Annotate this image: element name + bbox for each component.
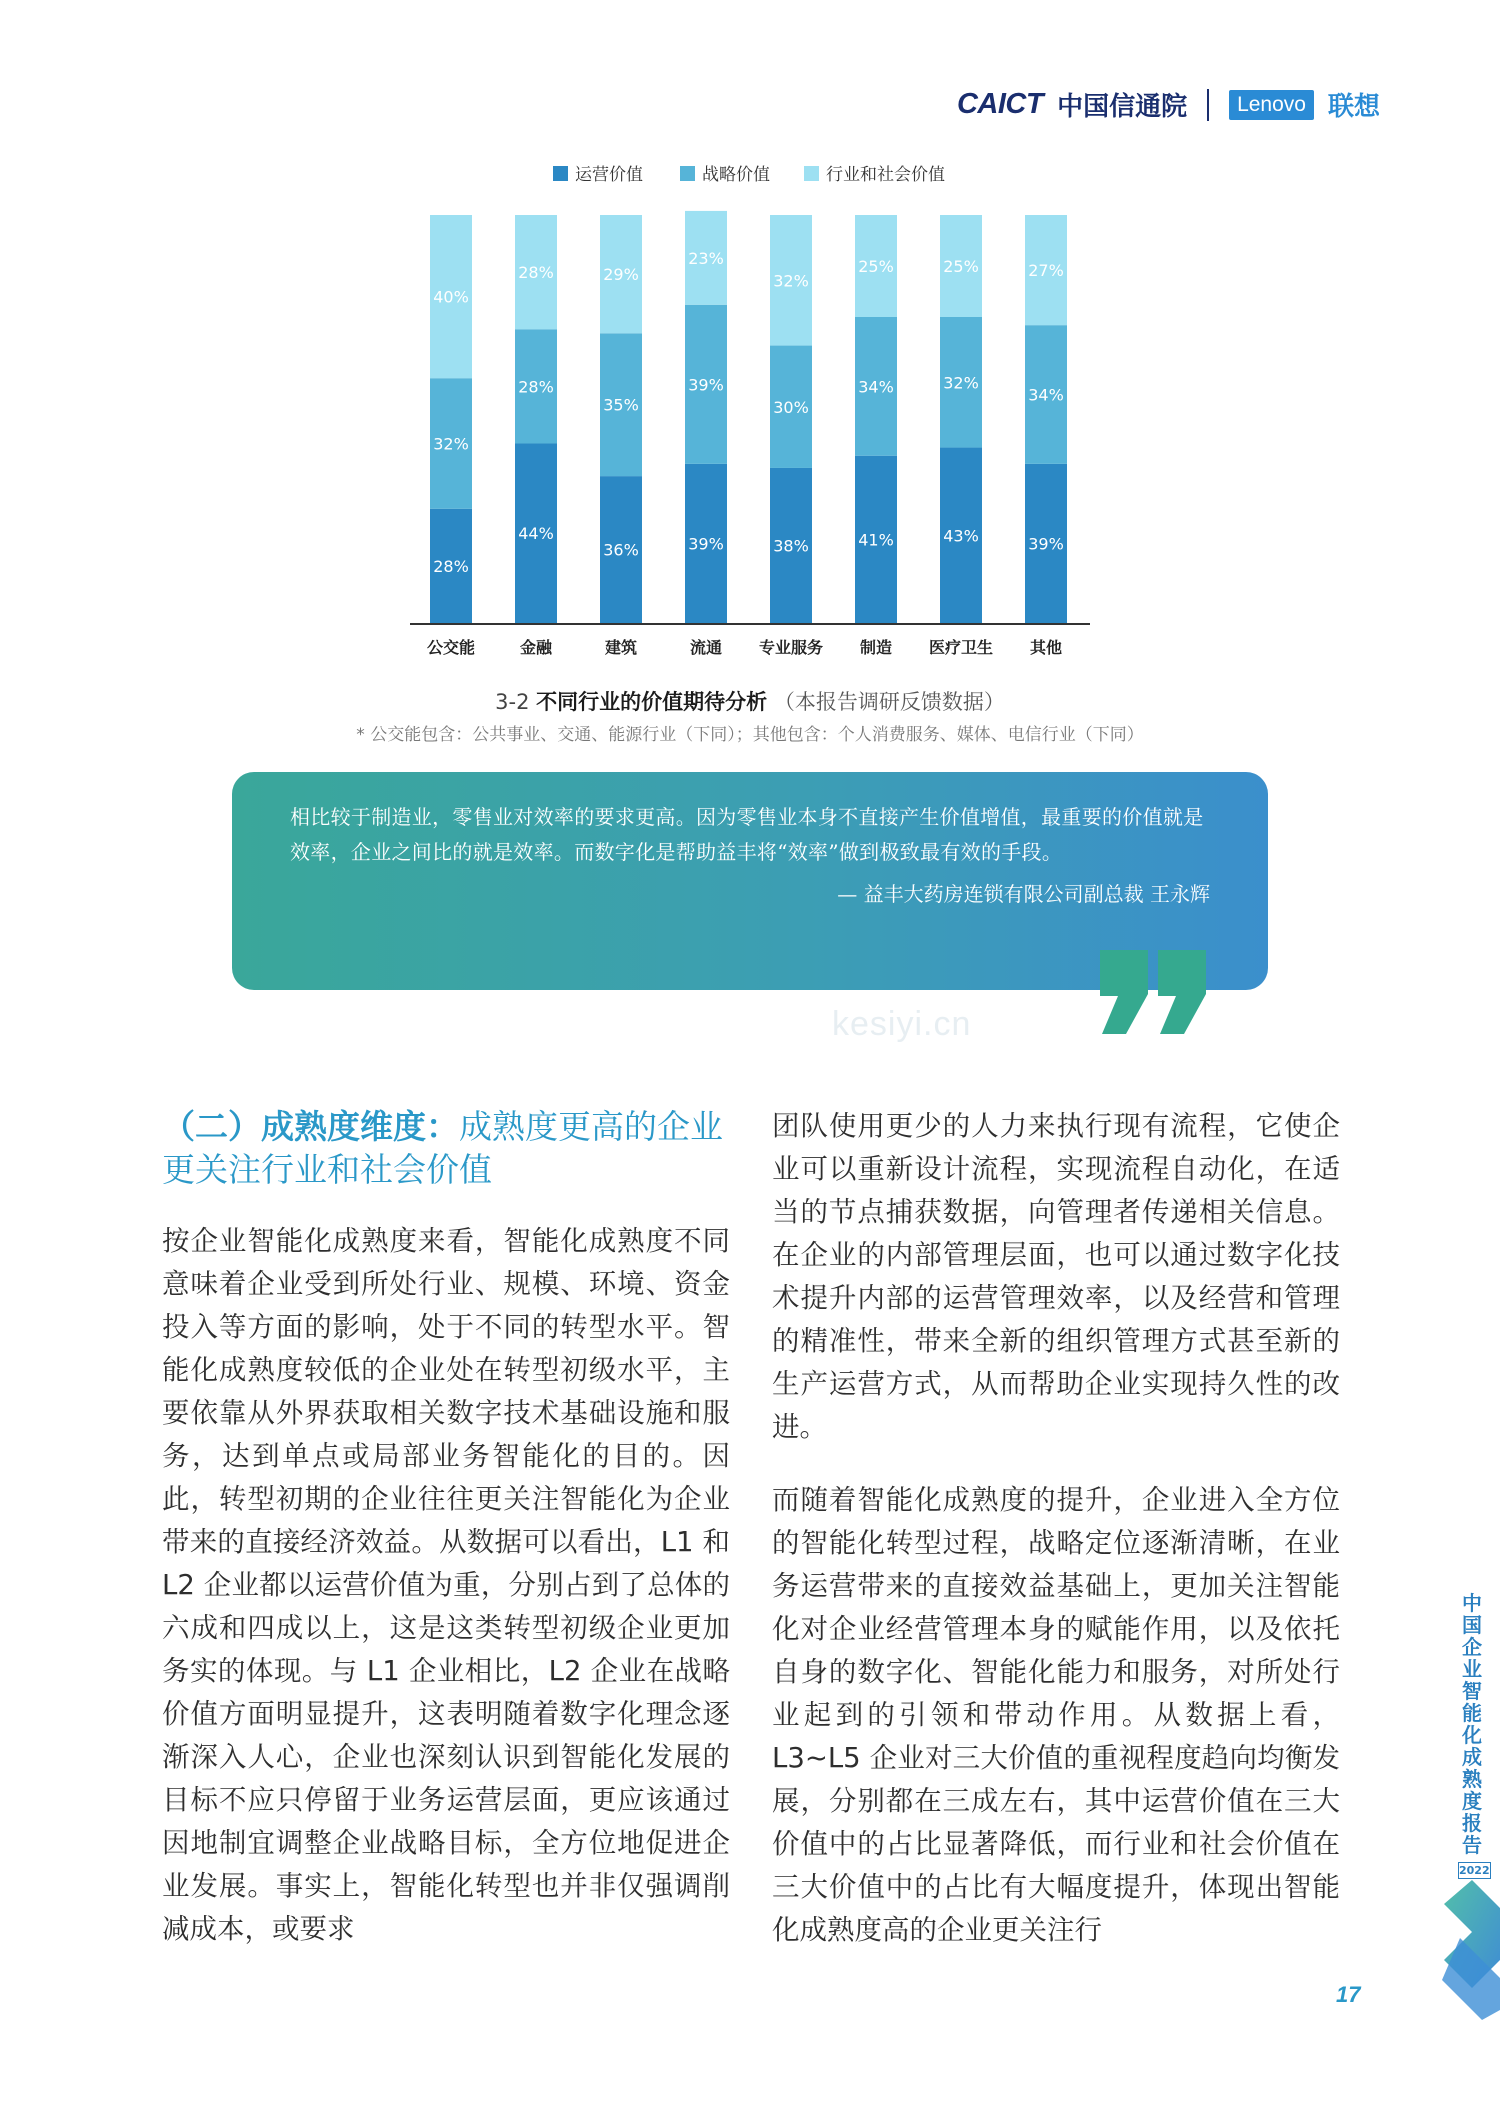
side-year: 2022: [1459, 1864, 1490, 1877]
x-tick-label: 建筑: [604, 638, 638, 657]
legend-label: 战略价值: [702, 165, 770, 185]
caict-logo: CAICT: [956, 88, 1044, 120]
data-label: 28%: [433, 556, 469, 576]
data-label: 39%: [1028, 534, 1064, 554]
watermark: kesiyi.cn: [832, 1005, 972, 1043]
body-left-column: [162, 1220, 730, 1981]
data-label: 44%: [518, 524, 554, 544]
data-label: 23%: [688, 248, 724, 268]
data-label: 43%: [943, 526, 979, 546]
body-paragraph: 团队使用更少的人力来执行现有流程，它使企业可以重新设计流程，实现流程自动化，在适当的节点捕获数据，向管理者传递相关信息。在企业的内部管理层面，也可以通过数字化技术提升内部的运营管理效率，以及经营和管理的精准性，带来全新的组织管理方式甚至新的生产运营方式，从而帮助企业实现持久性的改进。: [772, 1110, 1340, 1443]
data-label: 38%: [773, 536, 809, 556]
data-label: 40%: [433, 287, 469, 307]
x-tick-label: 医疗卫生: [928, 638, 994, 657]
figure-source: （本报告调研反馈数据）: [773, 690, 1005, 714]
figure-number: 3-2: [495, 690, 530, 714]
legend-swatch: [804, 166, 819, 181]
stacked-bar-chart: [0, 0, 1500, 680]
x-tick-label: 制造: [859, 638, 893, 657]
data-label: 28%: [518, 377, 554, 397]
data-label: 36%: [603, 540, 639, 560]
body-paragraph: 按企业智能化成熟度来看，智能化成熟度不同意味着企业受到所处行业、规模、环境、资金投入等方面的影响，处于不同的转型水平。智能化成熟度较低的企业处在转型初级水平，主要依靠从外界获取相关数字技术基础设施和服务，达到单点或局部业务智能化的目的。因此，转型初期的企业往往更关注智能化为企业带来的直接经济效益。从数据可以看出，L1 和 L2 企业都以运营价值为重，分别占到了总体的六成和四成以上，这是这类转型初级企业更加务实的体现。与 L1 企业相比，L2 企业在战略价值方面明显提升，这表明随着数字化理念逐渐深入人心，企业也深刻认识到智能化发展的目标不应只停留于业务运营层面，更应该通过因地制宜调整企业战略目标，全方位地促进企业发展。事实上，智能化转型也并非仅强调削减成本，或要求: [162, 1225, 730, 1945]
data-label: 39%: [688, 375, 724, 395]
section-heading-lead: （二）成熟度维度：: [162, 1107, 459, 1146]
quote-text: 相比较于制造业，零售业对效率的要求更高。因为零售业本身不直接产生价值增值，最重要的价值就是效率，企业之间比的就是效率。而数字化是帮助益丰将“效率”做到极致最有效的手段。: [290, 805, 1204, 864]
legend-swatch: [553, 166, 568, 181]
data-label: 29%: [603, 265, 639, 285]
decorative-diamond-icon: [1420, 1880, 1500, 2020]
section-heading-rest: 成熟度更高的企业更关注行业和社会价值: [162, 1107, 723, 1189]
side-title-text: 中国企业智能化成熟度报告: [1462, 1591, 1482, 1857]
x-tick-label: 金融: [519, 638, 553, 657]
body-paragraph: 而随着智能化成熟度的提升，企业进入全方位的智能化转型过程，战略定位逐渐清晰，在业务运营带来的直接效益基础上，更加关注智能化对企业经营管理本身的赋能作用，以及依托自身的数字化、智能化能力和服务，对所处行业起到的引领和带动作用。从数据上看，L3~L5 企业对三大价值的重视程度趋向均衡发展，分别都在三成左右，其中运营价值在三大价值中的占比显著降低，而行业和社会价值在三大价值中的占比有大幅度提升，体现出智能化成熟度高的企业更关注行: [772, 1484, 1340, 1946]
lenovo-logo: Lenovo: [1229, 90, 1314, 120]
x-tick-label: 其他: [1029, 638, 1063, 657]
data-label: 32%: [773, 271, 809, 291]
quote-mark-icon: [1094, 950, 1212, 1038]
figure-note: * 公交能包含：公共事业、交通、能源行业（下同）；其他包含：个人消费服务、媒体、电信行业（下同）: [356, 725, 1144, 745]
legend-label: 运营价值: [575, 165, 643, 185]
legend-swatch: [680, 166, 695, 181]
data-label: 30%: [773, 397, 809, 417]
side-report-title: [1458, 1591, 1490, 1879]
data-label: 34%: [1028, 385, 1064, 405]
data-label: 39%: [688, 534, 724, 554]
data-label: 25%: [943, 257, 979, 276]
body-right-column: [772, 1105, 1340, 1982]
data-label: 27%: [1028, 261, 1064, 281]
page-number: 17: [1336, 1982, 1361, 2007]
section-heading: [162, 1105, 742, 1191]
legend-label: 行业和社会价值: [826, 165, 945, 185]
figure-caption: [0, 686, 1500, 716]
data-label: 32%: [943, 373, 979, 393]
x-tick-label: 公交能: [426, 638, 476, 657]
x-tick-label: 专业服务: [758, 638, 824, 657]
data-label: 28%: [518, 263, 554, 283]
data-label: 32%: [433, 434, 469, 454]
quote-attribution: — 益丰大药房连锁有限公司副总裁 王永辉: [837, 882, 1210, 906]
data-label: 35%: [603, 395, 639, 415]
caict-cn-name: 中国信通院: [1057, 92, 1188, 122]
figure-title: 不同行业的价值期待分析: [536, 690, 768, 714]
lenovo-cn-name: 联想: [1327, 92, 1380, 122]
x-tick-label: 流通: [689, 638, 723, 657]
data-label: 25%: [858, 257, 894, 276]
data-label: 41%: [858, 530, 894, 550]
data-label: 34%: [858, 377, 894, 397]
